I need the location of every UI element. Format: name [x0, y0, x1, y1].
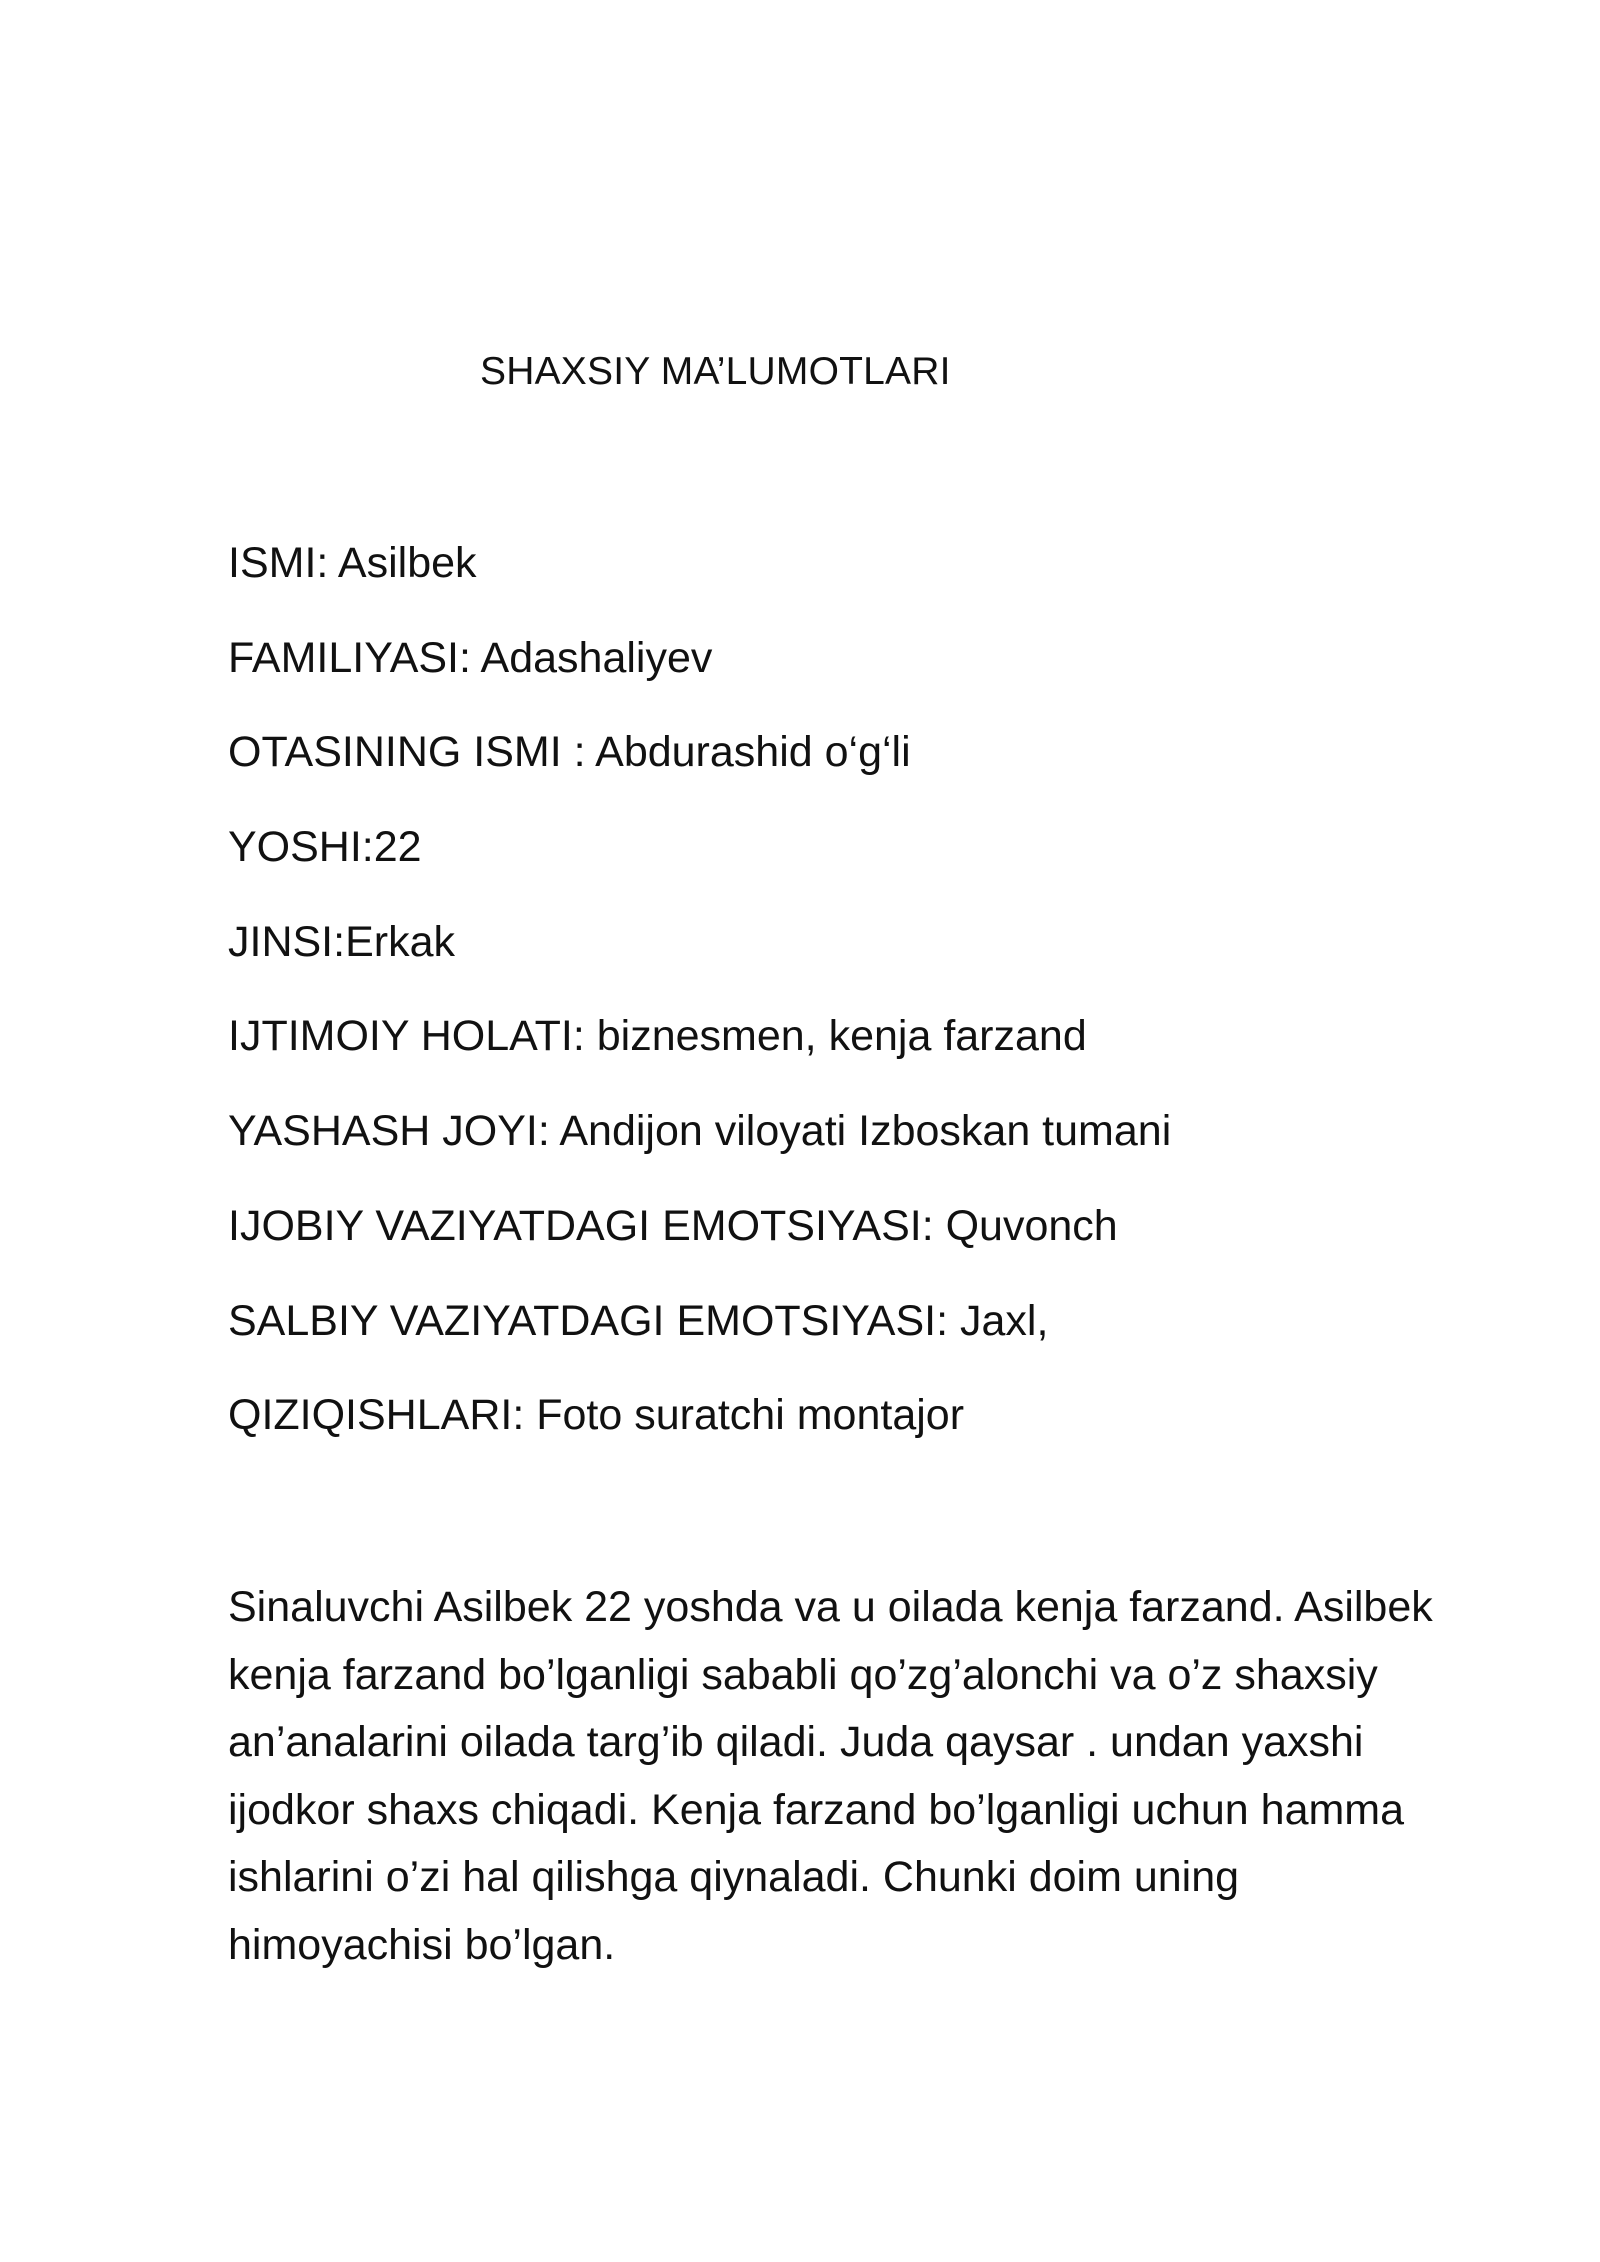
paragraph-line: kenja farzand bo’lganligi sababli qo’zg’alonchi va o’z shaxsiy	[228, 1650, 1378, 1699]
document-title: SHAXSIY MA’LUMOTLARI	[480, 350, 951, 393]
description-paragraph	[228, 1574, 1480, 1980]
field-positive-emotion: IJOBIY VAZIYATDAGI EMOTSIYASI: Quvonch	[228, 1201, 1118, 1250]
personal-info-list	[228, 534, 1478, 1481]
field-interests: QIZIQISHLARI: Foto suratchi montajor	[228, 1391, 965, 1440]
field-gender: JINSI:Erkak	[228, 917, 455, 966]
field-social-status: IJTIMOIY HOLATI: biznesmen, kenja farzand	[228, 1012, 1087, 1061]
field-age: YOSHI:22	[228, 823, 422, 872]
paragraph-line: an’analarini oilada targ’ib qiladi. Juda qaysar . undan yaxshi	[228, 1718, 1364, 1767]
field-surname: FAMILIYASI: Adashaliyev	[228, 633, 713, 682]
field-negative-emotion: SALBIY VAZIYATDAGI EMOTSIYASI: Jaxl,	[228, 1296, 1049, 1345]
paragraph-line: Sinaluvchi Asilbek 22 yoshda va u oilada kenja farzand. Asilbek	[228, 1583, 1433, 1631]
paragraph-line: ijodkor shaxs chiqadi. Kenja farzand bo’lganligi uchun hamma	[228, 1785, 1405, 1834]
paragraph-line: ishlarini o’zi hal qilishga qiynaladi. Chunki doim uning	[228, 1853, 1240, 1902]
paragraph-line: himoyachisi bo’lgan.	[228, 1920, 616, 1969]
field-name: ISMI: Asilbek	[228, 539, 477, 587]
field-residence: YASHASH JOYI: Andijon viloyati Izboskan tumani	[228, 1107, 1172, 1156]
field-patronymic: OTASINING ISMI : Abdurashid o‘g‘li	[228, 728, 911, 777]
